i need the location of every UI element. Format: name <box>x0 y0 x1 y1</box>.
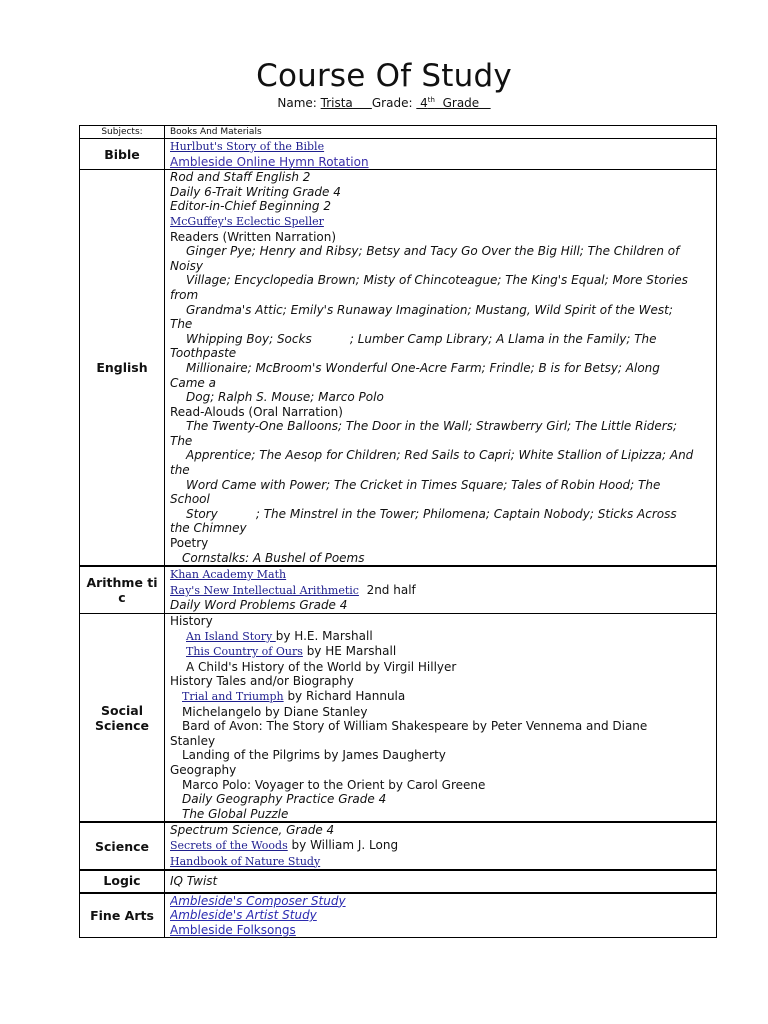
list-item: by William J. Long <box>287 837 399 852</box>
list-item: the Chimney <box>170 521 247 536</box>
list-item: Millionaire; McBroom's Wonderful One-Acre Farm; Frindle; B is for Betsy; Along <box>186 360 660 375</box>
list-item: Read-Alouds (Oral Narration) <box>170 404 343 419</box>
row-bible <box>80 139 717 170</box>
link-nature-study[interactable]: Handbook of Nature Study <box>170 854 321 868</box>
table-header-row <box>80 126 717 139</box>
list-item: Cornstalks: A Bushel of Poems <box>182 550 365 565</box>
list-item: Spectrum Science, Grade 4 <box>170 823 335 838</box>
list-item: Daily Word Problems Grade 4 <box>170 598 348 613</box>
list-item: A Child's History of the World by Virgil Hillyer <box>186 659 457 674</box>
subject-fine-arts: Fine Arts <box>80 893 165 938</box>
link-artist-study[interactable]: Ambleside's Artist Study <box>170 908 317 923</box>
books-bible <box>165 139 717 170</box>
header-subjects: Subjects: <box>80 126 165 139</box>
list-item: Came a <box>170 375 216 390</box>
list-item: Ginger Pye; Henry and Ribsy; Betsy and Tacy Go Over the Big Hill; The Children of <box>186 244 680 259</box>
grade-value <box>416 96 490 110</box>
books-fine-arts <box>165 893 717 938</box>
list-item: Geography <box>170 762 237 777</box>
subject-english: English <box>80 170 165 567</box>
list-item: Toothpaste <box>170 346 237 361</box>
page-title: Course Of Study <box>256 58 512 94</box>
grade-word: Grade <box>434 96 491 110</box>
list-item: Readers (Written Narration) <box>170 229 337 244</box>
row-fine-arts <box>80 893 717 938</box>
row-arithmetic <box>80 566 717 613</box>
course-table <box>79 125 717 938</box>
subject-arithmetic: Arithme tic <box>80 566 165 613</box>
name-label: Name: <box>277 96 321 110</box>
list-item: Word Came with Power; The Cricket in Times Square; Tales of Robin Hood; The <box>186 477 661 492</box>
link-secrets-woods[interactable]: Secrets of the Woods <box>170 838 288 852</box>
link-mcguffey[interactable]: McGuffey's Eclectic Speller <box>170 214 324 228</box>
subject-social-science: Social Science <box>80 614 165 823</box>
list-item: The Global Puzzle <box>182 806 289 821</box>
list-item: The <box>170 317 193 332</box>
list-item: Whipping Boy; Socks ; Lumber Camp Library; A Llama in the Family; The <box>186 331 657 346</box>
header-books: Books And Materials <box>165 126 717 139</box>
list-item: Noisy <box>170 258 204 273</box>
list-item: from <box>170 287 199 302</box>
list-item: History <box>170 614 213 628</box>
row-science <box>80 822 717 870</box>
books-science <box>165 822 717 870</box>
row-logic <box>80 870 717 893</box>
subject-bible: Bible <box>80 139 165 170</box>
subject-science: Science <box>80 822 165 870</box>
books-logic <box>165 870 717 893</box>
link-hurlbut[interactable]: Hurlbut's Story of the Bible <box>170 140 325 153</box>
list-item: Daily 6-Trait Writing Grade 4 <box>170 184 341 199</box>
list-item: Marco Polo: Voyager to the Orient by Carol Greene <box>182 777 486 792</box>
list-item: School <box>170 492 210 507</box>
link-hymn-rotation[interactable]: Ambleside Online Hymn Rotation <box>170 154 369 169</box>
list-item: Grandma's Attic; Emily's Runaway Imagination; Mustang, Wild Spirit of the West; <box>186 302 673 317</box>
list-item: Bard of Avon: The Story of William Shakespeare by Peter Vennema and Diane <box>182 719 648 734</box>
list-item: Story ; The Minstrel in the Tower; Philomena; Captain Nobody; Sticks Across <box>186 506 677 521</box>
list-item: Rod and Staff English 2 <box>170 170 311 185</box>
grade-label: Grade: <box>371 96 417 110</box>
list-item: Apprentice; The Aesop for Children; Red Sails to Capri; White Stallion of Lipizza; And <box>186 448 694 463</box>
list-item: Stanley <box>170 733 216 748</box>
name-grade-line <box>0 96 768 110</box>
books-arithmetic <box>165 566 717 613</box>
subject-logic: Logic <box>80 870 165 893</box>
list-item: Landing of the Pilgrims by James Daugherty <box>182 748 446 763</box>
name-value: Trista <box>320 96 372 110</box>
list-item: by H.E. Marshall <box>275 628 373 643</box>
list-item: by Richard Hannula <box>283 688 406 703</box>
link-trial-triumph[interactable]: Trial and Triumph <box>182 689 284 703</box>
books-social-science <box>165 614 717 823</box>
list-item: History Tales and/or Biography <box>170 674 354 689</box>
list-item: The Twenty-One Balloons; The Door in the Wall; Strawberry Girl; The Little Riders; <box>186 419 678 434</box>
list-item: by HE Marshall <box>302 644 397 659</box>
list-item: the <box>170 463 190 478</box>
row-social-science <box>80 614 717 823</box>
link-this-country[interactable]: This Country of Ours <box>186 645 303 659</box>
link-composer-study[interactable]: Ambleside's Composer Study <box>170 893 346 908</box>
list-item: IQ Twist <box>170 874 218 889</box>
link-island-story[interactable]: An Island Story <box>186 629 276 643</box>
grade-suffix: th <box>427 96 435 104</box>
list-item: Poetry <box>170 536 209 551</box>
grade-number: 4 <box>416 96 428 110</box>
row-english <box>80 170 717 567</box>
list-item: Daily Geography Practice Grade 4 <box>182 792 387 807</box>
link-rays-arithmetic[interactable]: Ray's New Intellectual Arithmetic <box>170 583 359 597</box>
books-english <box>165 170 717 567</box>
list-item: Dog; Ralph S. Mouse; Marco Polo <box>186 390 384 405</box>
list-item: 2nd half <box>358 582 416 597</box>
link-khan-academy[interactable]: Khan Academy Math <box>170 568 287 582</box>
list-item: Editor-in-Chief Beginning 2 <box>170 199 331 214</box>
list-item: Village; Encyclopedia Brown; Misty of Chincoteague; The King's Equal; More Stories <box>186 273 688 288</box>
list-item: The <box>170 433 193 448</box>
list-item: Michelangelo by Diane Stanley <box>182 704 368 719</box>
link-folksongs[interactable]: Ambleside Folksongs <box>170 922 296 937</box>
